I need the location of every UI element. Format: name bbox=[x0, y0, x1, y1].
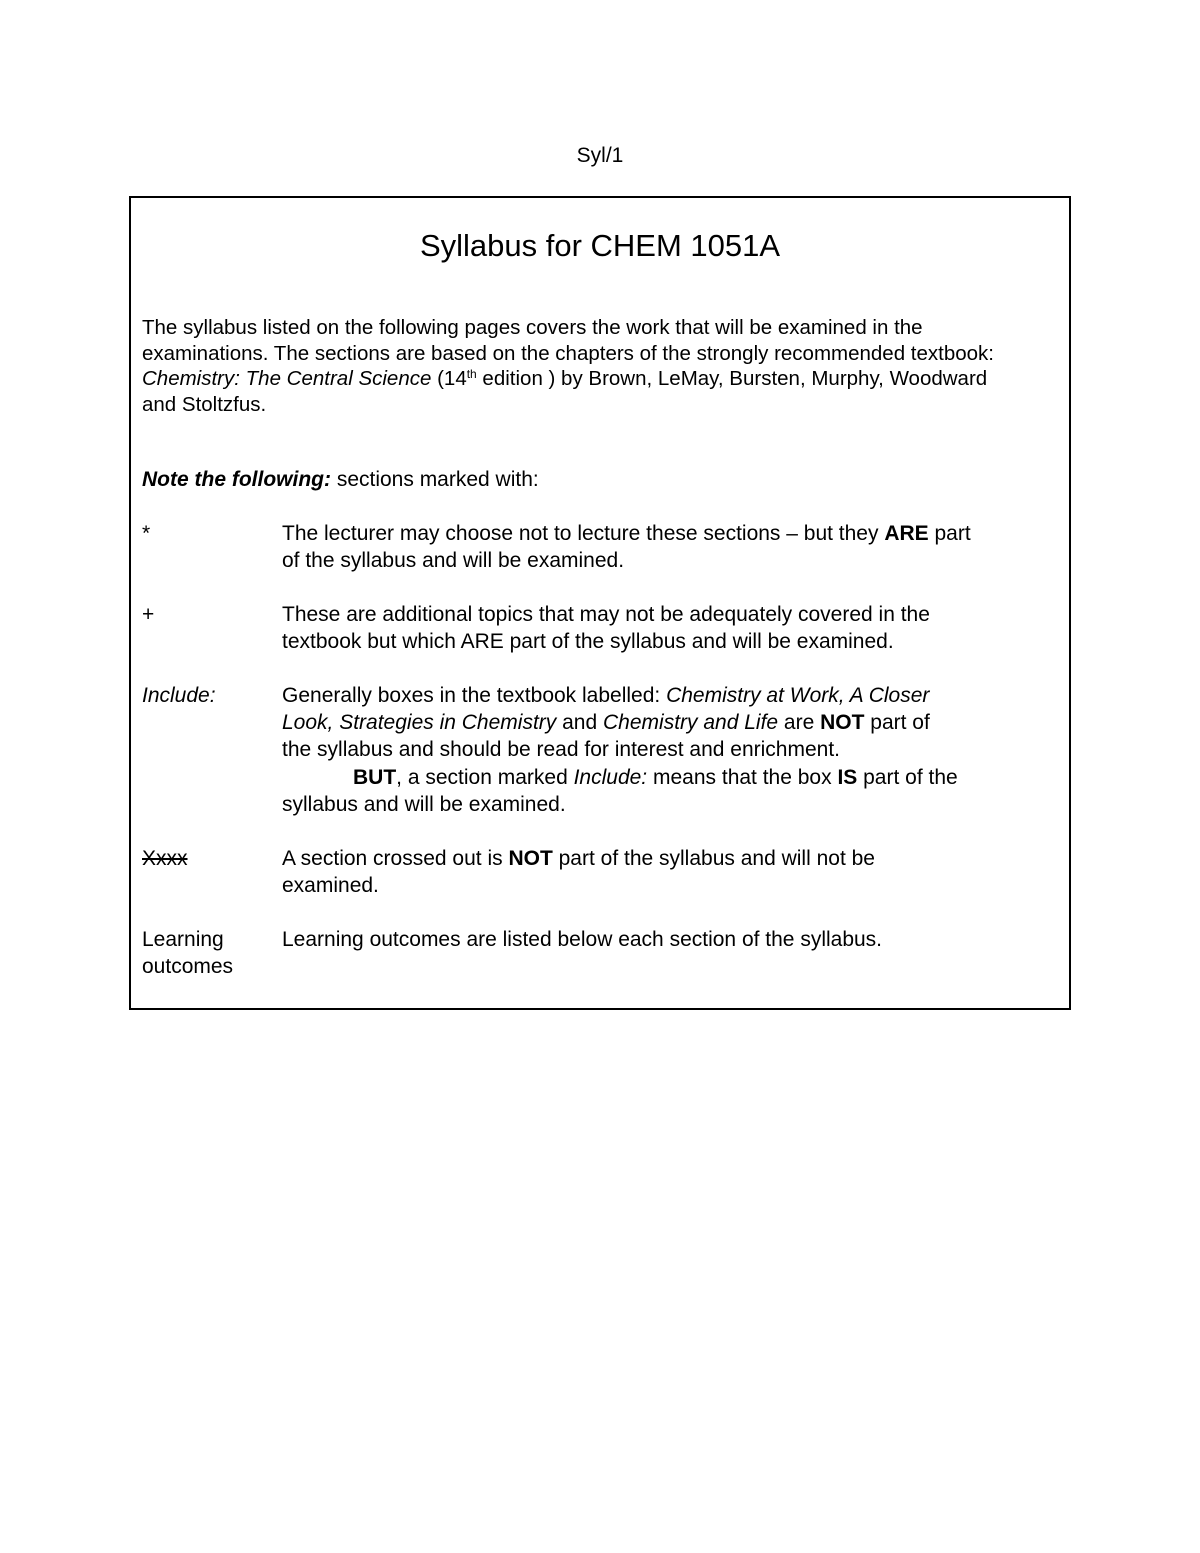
intro-line-4: and Stoltzfus. bbox=[142, 392, 267, 416]
include-intro: Generally boxes in the textbook labelled: bbox=[282, 684, 667, 707]
edition-authors: edition ) by Brown, LeMay, Bursten, Murphy, Woodward bbox=[476, 367, 988, 390]
description-star bbox=[282, 520, 1062, 574]
include-means: means that the box bbox=[647, 765, 838, 789]
note-text: sections marked with: bbox=[330, 468, 539, 491]
crossed-text: A section crossed out is bbox=[282, 847, 509, 870]
description-plus-line-2: textbook but which ARE part of the syllabus and will be examined. bbox=[282, 630, 894, 654]
emphasis-not: NOT bbox=[820, 711, 865, 735]
emphasis-not-crossed: NOT bbox=[508, 847, 553, 870]
description-star-line-1 bbox=[282, 520, 1062, 547]
marker-learning-line-1: Learning bbox=[142, 928, 224, 951]
marker-plus: + bbox=[142, 603, 155, 626]
description-include-line-2 bbox=[282, 709, 1062, 736]
description-crossed-line-2: examined. bbox=[282, 874, 379, 898]
marker-include-label: Include: bbox=[142, 684, 216, 707]
intro-line-2: examinations. The sections are based on the chapters of the strongly recommended textbook: bbox=[142, 341, 995, 365]
description-include-line-5: syllabus and will be examined. bbox=[282, 792, 566, 816]
description-star-line-2: of the syllabus and will be examined. bbox=[282, 549, 625, 573]
description-star-tail: part bbox=[928, 522, 971, 545]
page-title: Syllabus for CHEM 1051A bbox=[419, 228, 781, 263]
edition-superscript: th bbox=[466, 367, 477, 381]
include-box-names-1: Chemistry at Work, A Closer bbox=[666, 684, 930, 707]
marker-crossed-label: Xxxx bbox=[142, 847, 188, 870]
include-box-names-2: Look, Strategies in Chemistry bbox=[282, 711, 557, 735]
include-box-names-3: Chemistry and Life bbox=[603, 711, 779, 735]
description-crossed bbox=[282, 845, 1062, 899]
note-heading bbox=[142, 467, 1062, 493]
marker-learning-line-2: outcomes bbox=[142, 955, 234, 979]
intro-line-3 bbox=[142, 366, 1062, 392]
edition-open: (14 bbox=[431, 367, 467, 390]
emphasis-are: ARE bbox=[884, 522, 929, 545]
note-label: Note the following: bbox=[142, 468, 331, 491]
description-star-text: The lecturer may choose not to lecture these sections – but they bbox=[282, 522, 885, 545]
marker-star: * bbox=[142, 522, 151, 545]
description-crossed-line-1 bbox=[282, 845, 1062, 872]
description-include bbox=[282, 682, 1062, 818]
include-part-of-the: part of the bbox=[857, 765, 958, 789]
include-section-marked: , a section marked bbox=[396, 765, 574, 789]
crossed-tail: part of the syllabus and will not be bbox=[552, 847, 875, 870]
emphasis-but: BUT bbox=[353, 765, 397, 789]
description-learning-outcomes: Learning outcomes are listed below each section of the syllabus. bbox=[282, 928, 883, 951]
description-include-line-4 bbox=[282, 764, 1062, 791]
include-and: and bbox=[556, 711, 604, 735]
textbook-title: Chemistry: The Central Science bbox=[142, 367, 432, 390]
description-include-line-3: the syllabus and should be read for interest and enrichment. bbox=[282, 738, 841, 762]
description-plus bbox=[282, 601, 1062, 655]
marker-include bbox=[142, 682, 277, 709]
marker-learning-outcomes bbox=[142, 926, 277, 980]
include-label-inline: Include: bbox=[573, 765, 648, 789]
intro-line-1: The syllabus listed on the following pages covers the work that will be examined in the bbox=[142, 316, 923, 339]
emphasis-is: IS bbox=[837, 765, 858, 789]
include-part-of: part of bbox=[864, 711, 930, 735]
intro-paragraph bbox=[142, 315, 1062, 417]
include-are: are bbox=[778, 711, 821, 735]
marker-crossed bbox=[142, 845, 277, 872]
description-include-line-1 bbox=[282, 682, 1062, 709]
page-number: Syl/1 bbox=[576, 144, 624, 167]
description-plus-line-1: These are additional topics that may not be adequately covered in the bbox=[282, 603, 930, 626]
